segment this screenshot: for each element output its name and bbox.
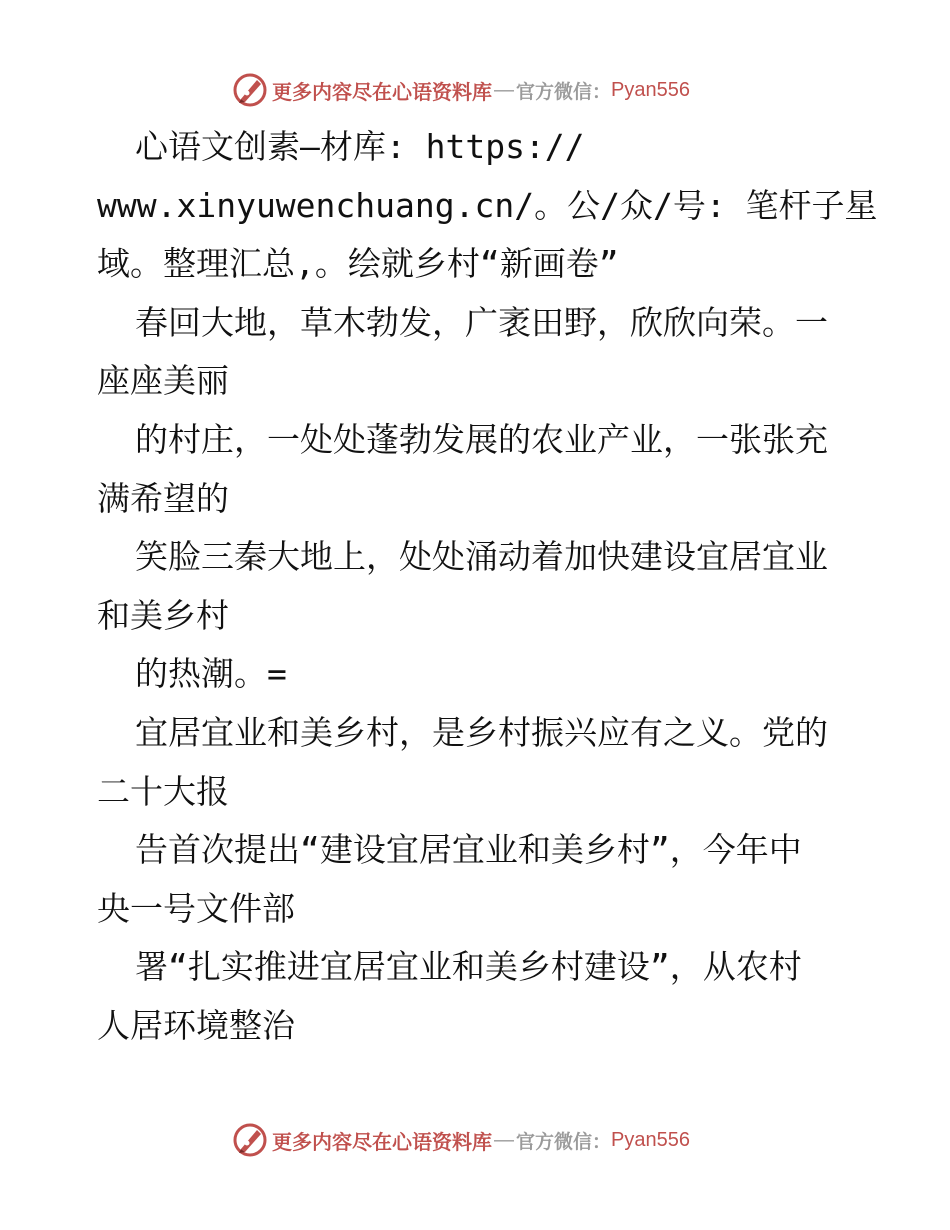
banner-wechat-id: Pyan556 — [611, 78, 690, 101]
text-line: 二十大报 — [97, 771, 229, 811]
footer-banner — [232, 1122, 690, 1158]
text-line: www.xinyuwenchuang.cn/。公/众/号: 笔杆子星 — [97, 185, 878, 225]
banner-wechat-id: Pyan556 — [611, 1128, 690, 1151]
banner-dash: — — [494, 1128, 514, 1151]
text-line: 宜居宜业和美乡村，是乡村振兴应有之义。党的 — [135, 712, 828, 752]
pen-logo-icon — [232, 72, 268, 108]
banner-title: 更多内容尽在心语资料库 — [272, 79, 492, 104]
text-line: 人居环境整治 — [97, 1005, 295, 1045]
text-line: 心语文创素—材库: https:// — [135, 127, 585, 166]
text-line: 春回大地，草木勃发，广袤田野，欣欣向荣。一 — [135, 302, 828, 342]
text-line: 署“扎实推进宜居宜业和美乡村建设”，从农村 — [135, 947, 802, 987]
text-line: 的村庄，一处处蓬勃发展的农业产业，一张张充 — [135, 419, 828, 459]
banner-dash: — — [494, 78, 514, 101]
text-line: 座座美丽 — [97, 361, 229, 401]
banner-wechat-label: 官方微信： — [516, 1130, 612, 1153]
text-line: 满希望的 — [97, 478, 229, 518]
text-line: 告首次提出“建设宜居宜业和美乡村”，今年中 — [135, 830, 802, 870]
pen-logo-icon — [232, 1122, 268, 1158]
banner-wechat-label: 官方微信： — [516, 80, 612, 103]
header-banner — [232, 72, 690, 108]
banner-title: 更多内容尽在心语资料库 — [272, 1129, 492, 1154]
text-line: 笑脸三秦大地上，处处涌动着加快建设宜居宜业 — [135, 537, 828, 577]
text-line: 的热潮。= — [135, 654, 287, 694]
text-line: 和美乡村 — [97, 595, 229, 635]
text-line: 央一号文件部 — [97, 888, 295, 928]
text-line: 域。整理汇总,。绘就乡村“新画卷” — [97, 244, 619, 284]
document-body — [97, 118, 878, 1056]
